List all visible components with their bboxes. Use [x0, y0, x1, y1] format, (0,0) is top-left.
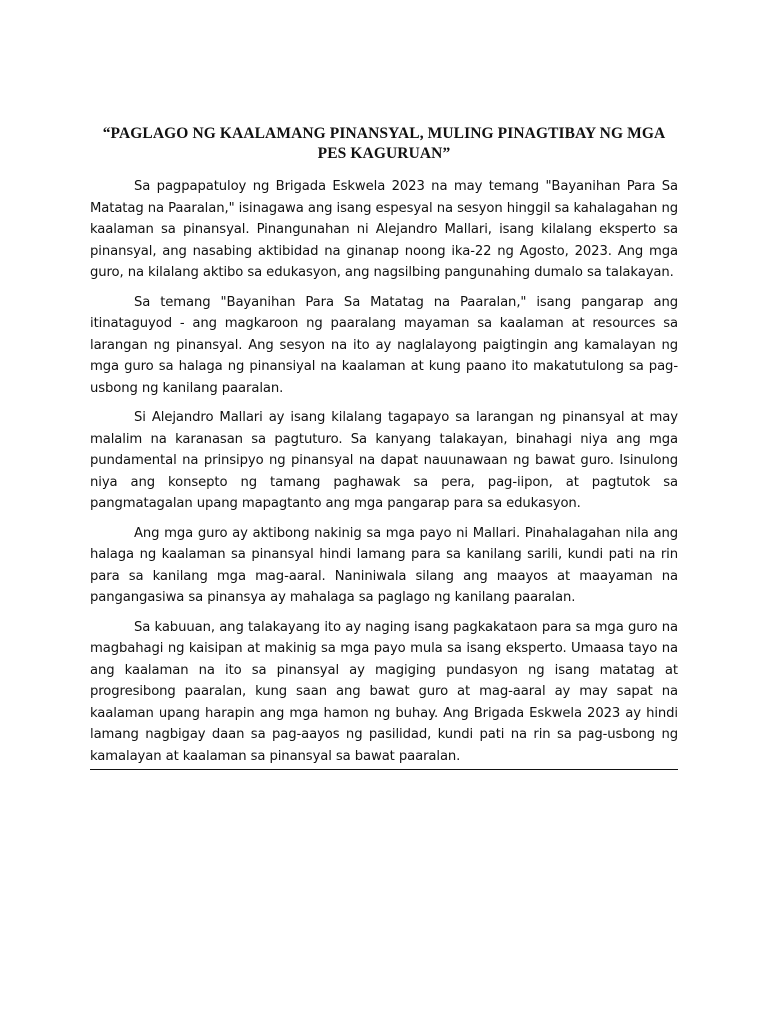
- paragraph-2: Sa temang "Bayanihan Para Sa Matatag na Paaralan," isang pangarap ang itinataguyod - ang magkaroon ng paaralang mayaman sa kaalaman at resources sa larangan ng pinansyal. Ang sesyon na ito ay naglalayong paigtingin ang kamalayan ng mga guro sa halaga ng pinansiyal na kaalaman at kung paano ito makatutulong sa pag-usbong ng kanilang paaralan.: [90, 294, 678, 396]
- article-body: [90, 124, 678, 770]
- paragraph-3: Si Alejandro Mallari ay isang kilalang tagapayo sa larangan ng pinansyal at may malalim na karanasan sa pagtuturo. Sa kanyang talakayan, binahagi niya ang mga pundamental na prinsipyo ng pinansyal na dapat nauunawaan ng bawat guro. Isinulong niya ang konsepto ng tamang paghawak sa pera, pag-iipon, at pagtutok sa pangmatagalan upang mapagtanto ang mga pangarap para sa edukasyon.: [90, 410, 678, 511]
- paragraph-1: Sa pagpapatuloy ng Brigada Eskwela 2023 na may temang "Bayanihan Para Sa Matatag na Paaralan," isinagawa ang isang espesyal na sesyon hinggil sa kahalagahan ng kaalaman sa pinansyal. Pinangunahan ni Alejandro Mallari, isang kilalang eksperto sa pinansyal, ang nasabing aktibidad na ginanap noong ika-22 ng Agosto, 2023. Ang mga guro, na kilalang aktibo sa edukasyon, ang nagsilbing pangunahing dumalo sa talakayan.: [90, 179, 678, 280]
- article-title: “PAGLAGO NG KAALAMANG PINANSYAL, MULING PINAGTIBAY NG MGA PES KAGURUAN”: [102, 125, 666, 162]
- paragraph-4: Ang mga guro ay aktibong nakinig sa mga payo ni Mallari. Pinahalagahan nila ang halaga ng kaalaman sa pinansyal hindi lamang para sa kanilang sarili, kundi pati na rin para sa kanilang mga mag-aaral. Naniniwala silang ang maayos at maayaman na pangangasiwa sa pinansya ay mahalaga sa paglago ng kanilang paaralan.: [90, 525, 678, 605]
- closing-rule: [90, 769, 678, 770]
- paragraph-5: Sa kabuuan, ang talakayang ito ay naging isang pagkakataon para sa mga guro na magbahagi ng kaisipan at makinig sa mga payo mula sa isang eksperto. Umaasa tayo na ang kaalaman na ito sa pinansyal ay magiging pundasyon ng isang matatag at progresibong paaralan, kung saan ang bawat guro at mag-aaral ay may sapat na kaalaman upang harapin ang mga hamon ng buhay. Ang Brigada Eskwela 2023 ay hindi lamang nagbigay daan sa pag-aayos ng pasilidad, kundi pati na rin sa pag-usbong ng kamalayan at kaalaman sa pinansyal sa bawat paaralan.: [90, 619, 678, 764]
